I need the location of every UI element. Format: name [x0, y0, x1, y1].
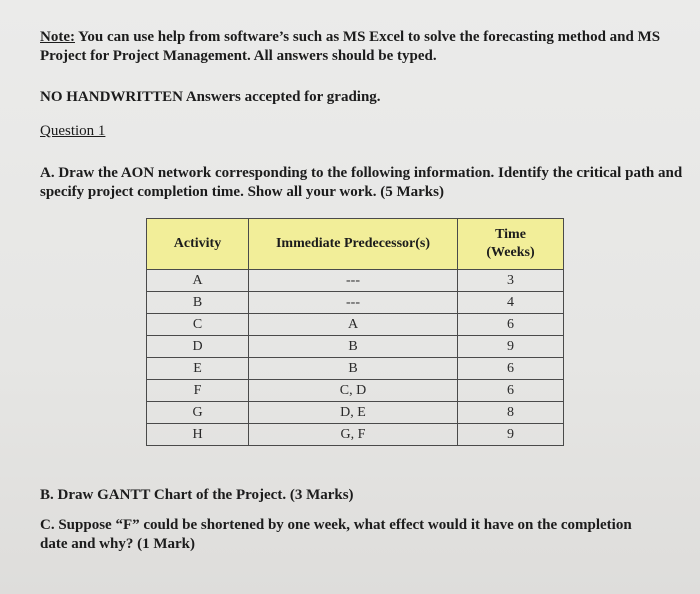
part-a-text: A. Draw the AON network corresponding to the following information. Identify the critical path and specify project completion time. Show all your work. (5 Marks) [40, 165, 683, 200]
cell-activity: H [147, 424, 249, 446]
cell-time: 4 [458, 292, 564, 314]
table-row [147, 380, 564, 402]
cell-predecessor: C, D [249, 380, 458, 402]
table-row [147, 314, 564, 336]
table-row [147, 336, 564, 358]
cell-time: 9 [458, 424, 564, 446]
part-c-text: C. Suppose “F” could be shortened by one week, what effect would it have on the completion date and why? (1 Mark) [40, 517, 632, 552]
note-label: Note: [40, 29, 75, 45]
cell-predecessor: A [249, 314, 458, 336]
cell-time: 6 [458, 380, 564, 402]
cell-predecessor: D, E [249, 402, 458, 424]
cell-predecessor: B [249, 358, 458, 380]
cell-activity: C [147, 314, 249, 336]
header-time-line1: Time [495, 227, 526, 242]
no-handwritten-notice: NO HANDWRITTEN Answers accepted for grading. [40, 89, 381, 105]
header-predecessor: Immediate Predecessor(s) [249, 219, 458, 270]
activity-table [146, 218, 564, 446]
part-b-text: B. Draw GANTT Chart of the Project. (3 Marks) [40, 487, 354, 503]
table-row [147, 292, 564, 314]
cell-activity: G [147, 402, 249, 424]
cell-activity: B [147, 292, 249, 314]
cell-time: 8 [458, 402, 564, 424]
cell-activity: E [147, 358, 249, 380]
table-header-row [147, 219, 564, 270]
table-row [147, 402, 564, 424]
question-heading: Question 1 [40, 123, 106, 139]
cell-predecessor: --- [249, 270, 458, 292]
cell-activity: D [147, 336, 249, 358]
cell-activity: A [147, 270, 249, 292]
note-paragraph [40, 28, 680, 66]
header-activity: Activity [147, 219, 249, 270]
cell-time: 9 [458, 336, 564, 358]
cell-predecessor: --- [249, 292, 458, 314]
cell-activity: F [147, 380, 249, 402]
table-row [147, 358, 564, 380]
cell-time: 6 [458, 358, 564, 380]
cell-predecessor: G, F [249, 424, 458, 446]
cell-predecessor: B [249, 336, 458, 358]
cell-time: 6 [458, 314, 564, 336]
table-row [147, 424, 564, 446]
header-time-line2: (Weeks) [486, 245, 535, 260]
note-text: You can use help from software’s such as MS Excel to solve the forecasting method and MS Project for Project Management. All answers should be typed. [40, 29, 661, 64]
header-time [458, 219, 564, 270]
cell-time: 3 [458, 270, 564, 292]
table-row [147, 270, 564, 292]
